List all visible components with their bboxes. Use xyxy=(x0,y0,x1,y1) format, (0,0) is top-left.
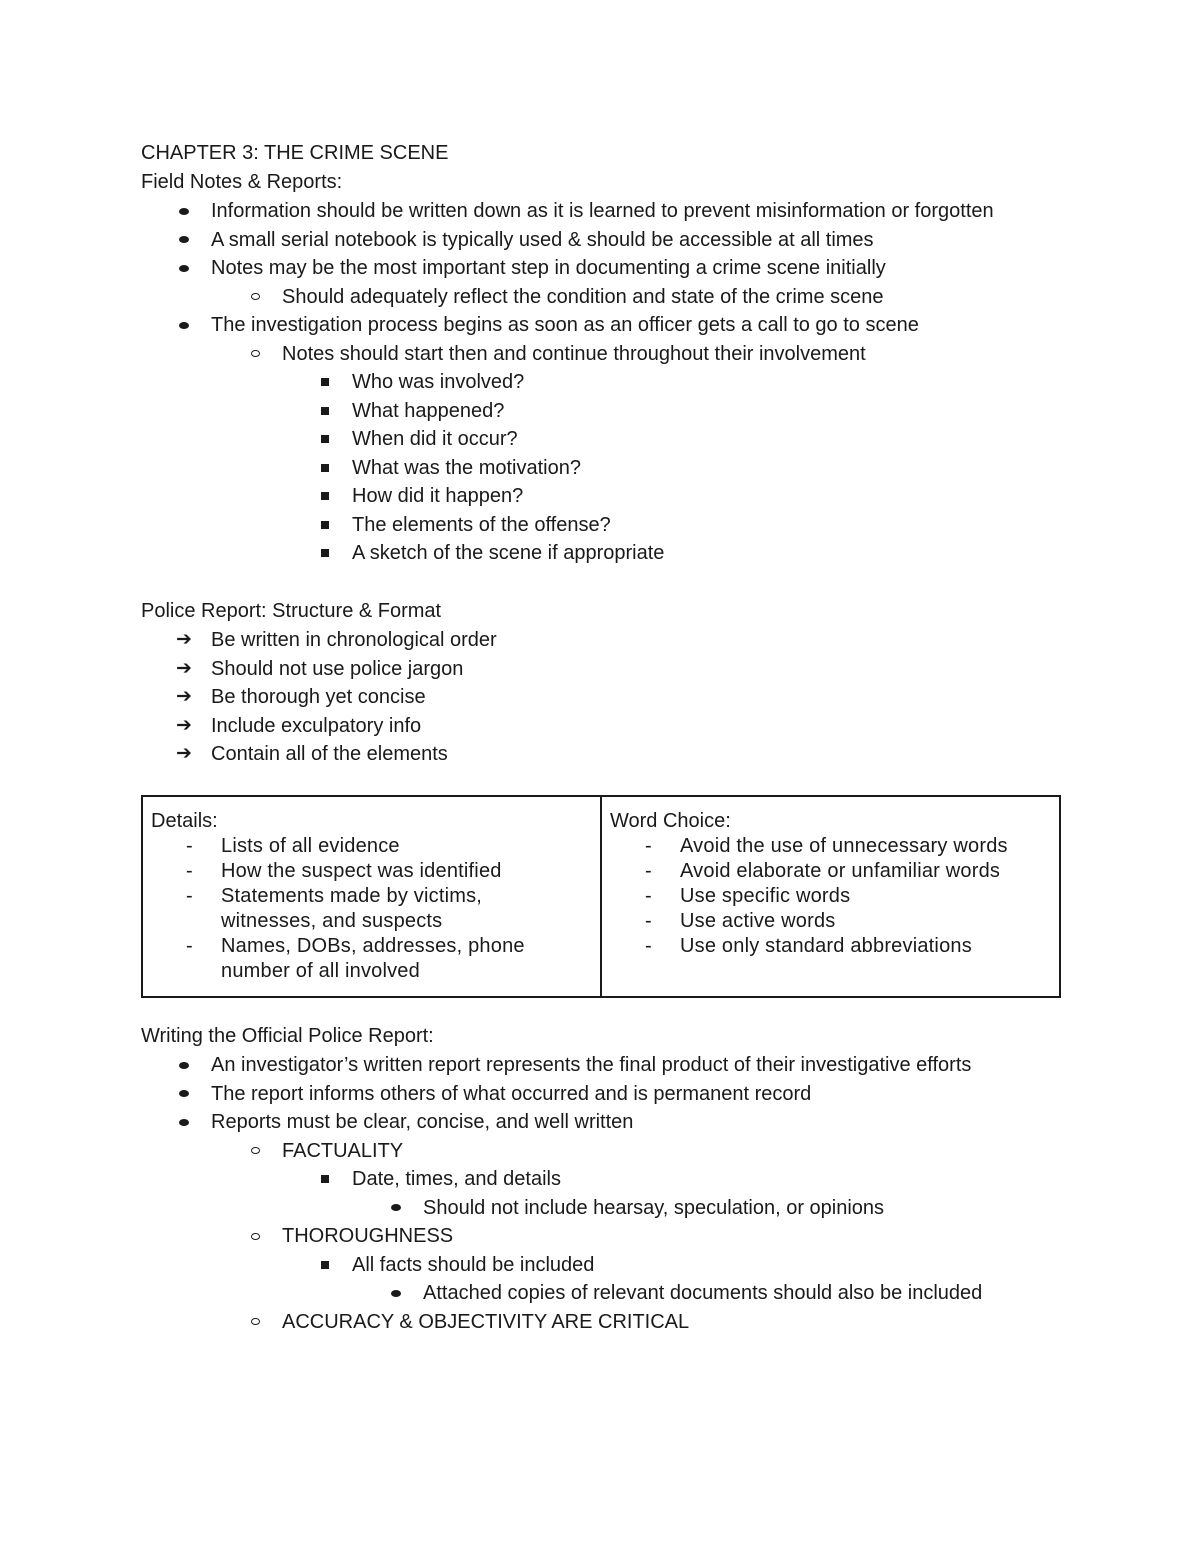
bullet-disc-icon xyxy=(174,1108,194,1137)
bullet-square-icon xyxy=(315,539,335,568)
list-item: Should adequately reflect the condition and state of the crime scene xyxy=(141,283,994,312)
official-report-title: Writing the Official Police Report: xyxy=(141,1025,434,1047)
bullet-square-icon xyxy=(315,1251,335,1280)
list-item: - Statements made by victims, witnesses, and suspects xyxy=(186,885,483,932)
list-item: Who was involved? xyxy=(141,368,994,397)
word-choice-title: Word Choice: xyxy=(610,810,731,832)
field-notes-list xyxy=(141,197,994,568)
list-item: FACTUALITY xyxy=(141,1137,982,1166)
bullet-disc-icon xyxy=(386,1194,406,1223)
dash-icon: - xyxy=(186,860,193,882)
dash-icon: - xyxy=(186,885,193,907)
list-item: ➔ Contain all of the elements xyxy=(141,740,497,769)
bullet-circle-icon xyxy=(245,340,265,369)
arrow-right-icon: ➔ xyxy=(176,686,192,707)
bullet-disc-icon xyxy=(174,197,194,226)
dash-icon: - xyxy=(186,835,193,857)
bullet-square-icon xyxy=(315,1165,335,1194)
word-choice-cell xyxy=(601,796,1060,997)
list-item: THOROUGHNESS xyxy=(141,1222,982,1251)
official-report-list xyxy=(141,1051,982,1336)
list-item: Date, times, and details xyxy=(141,1165,982,1194)
arrow-right-icon: ➔ xyxy=(176,714,192,736)
dash-icon: - xyxy=(645,910,652,932)
arrow-right-icon: ➔ xyxy=(176,629,192,650)
arrow-right-icon: ➔ xyxy=(176,743,192,764)
list-item: All facts should be included xyxy=(141,1251,982,1280)
list-item: - Use specific words xyxy=(645,885,851,907)
list-item: Reports must be clear, concise, and well written xyxy=(141,1108,982,1137)
bullet-square-icon xyxy=(315,397,335,426)
list-item: Should not include hearsay, speculation, or opinions xyxy=(141,1194,982,1223)
bullet-circle-icon xyxy=(245,283,265,312)
list-item: An investigator’s written report represents the final product of their investigative efforts xyxy=(141,1051,982,1080)
bullet-circle-icon xyxy=(245,1222,265,1251)
bullet-square-icon xyxy=(315,482,335,511)
police-report-title: Police Report: Structure & Format xyxy=(141,600,442,622)
list-item: - Avoid elaborate or unfamiliar words xyxy=(645,860,1001,882)
list-item: ACCURACY & OBJECTIVITY ARE CRITICAL xyxy=(141,1308,982,1337)
list-item: - How the suspect was identified xyxy=(186,860,502,882)
list-item: The report informs others of what occurred and is permanent record xyxy=(141,1080,982,1109)
dash-icon: - xyxy=(645,835,652,857)
bullet-circle-icon xyxy=(245,1137,265,1166)
list-item: The investigation process begins as soon as an officer gets a call to go to scene xyxy=(141,311,994,340)
bullet-circle-icon xyxy=(245,1308,265,1337)
list-item: - Use active words xyxy=(645,910,836,932)
dash-icon: - xyxy=(186,935,193,957)
word-choice-list xyxy=(610,834,1051,959)
list-item: ➔ Should not use police jargon xyxy=(141,655,497,684)
dash-icon: - xyxy=(645,885,652,907)
list-item: - Lists of all evidence xyxy=(186,835,400,857)
list-item: ➔ Be written in chronological order xyxy=(141,626,497,655)
list-item: Attached copies of relevant documents should also be included xyxy=(141,1279,982,1308)
list-item: Information should be written down as it is learned to prevent misinformation or forgotten xyxy=(141,197,994,226)
arrow-right-icon: ➔ xyxy=(176,657,192,679)
bullet-disc-icon xyxy=(386,1279,406,1308)
bullet-disc-icon xyxy=(174,311,194,340)
list-item: Notes should start then and continue throughout their involvement xyxy=(141,340,994,369)
list-item: What was the motivation? xyxy=(141,454,994,483)
bullet-disc-icon xyxy=(174,1080,194,1109)
police-report-list xyxy=(141,626,497,769)
bullet-square-icon xyxy=(315,511,335,540)
list-item: A sketch of the scene if appropriate xyxy=(141,539,994,568)
list-item: When did it occur? xyxy=(141,425,994,454)
list-item: Notes may be the most important step in documenting a crime scene initially xyxy=(141,254,994,283)
field-notes-title: Field Notes & Reports: xyxy=(141,171,343,193)
details-cell xyxy=(142,796,601,997)
list-item: A small serial notebook is typically used & should be accessible at all times xyxy=(141,226,994,255)
details-title: Details: xyxy=(151,810,218,832)
list-item: What happened? xyxy=(141,397,994,426)
list-item: ➔ Include exculpatory info xyxy=(141,712,497,741)
list-item: The elements of the offense? xyxy=(141,511,994,540)
chapter-heading: CHAPTER 3: THE CRIME SCENE xyxy=(141,142,449,164)
list-item: - Use only standard abbreviations xyxy=(645,935,972,957)
bullet-disc-icon xyxy=(174,254,194,283)
list-item: - Avoid the use of unnecessary words xyxy=(645,835,1008,857)
dash-icon: - xyxy=(645,860,652,882)
list-item: How did it happen? xyxy=(141,482,994,511)
details-list xyxy=(151,834,592,984)
list-item: ➔ Be thorough yet concise xyxy=(141,683,497,712)
report-details-table xyxy=(141,795,1061,998)
bullet-square-icon xyxy=(315,425,335,454)
list-item: - Names, DOBs, addresses, phone number of all involved xyxy=(186,935,525,982)
bullet-square-icon xyxy=(315,454,335,483)
dash-icon: - xyxy=(645,935,652,957)
bullet-square-icon xyxy=(315,368,335,397)
bullet-disc-icon xyxy=(174,1051,194,1080)
bullet-disc-icon xyxy=(174,226,194,255)
